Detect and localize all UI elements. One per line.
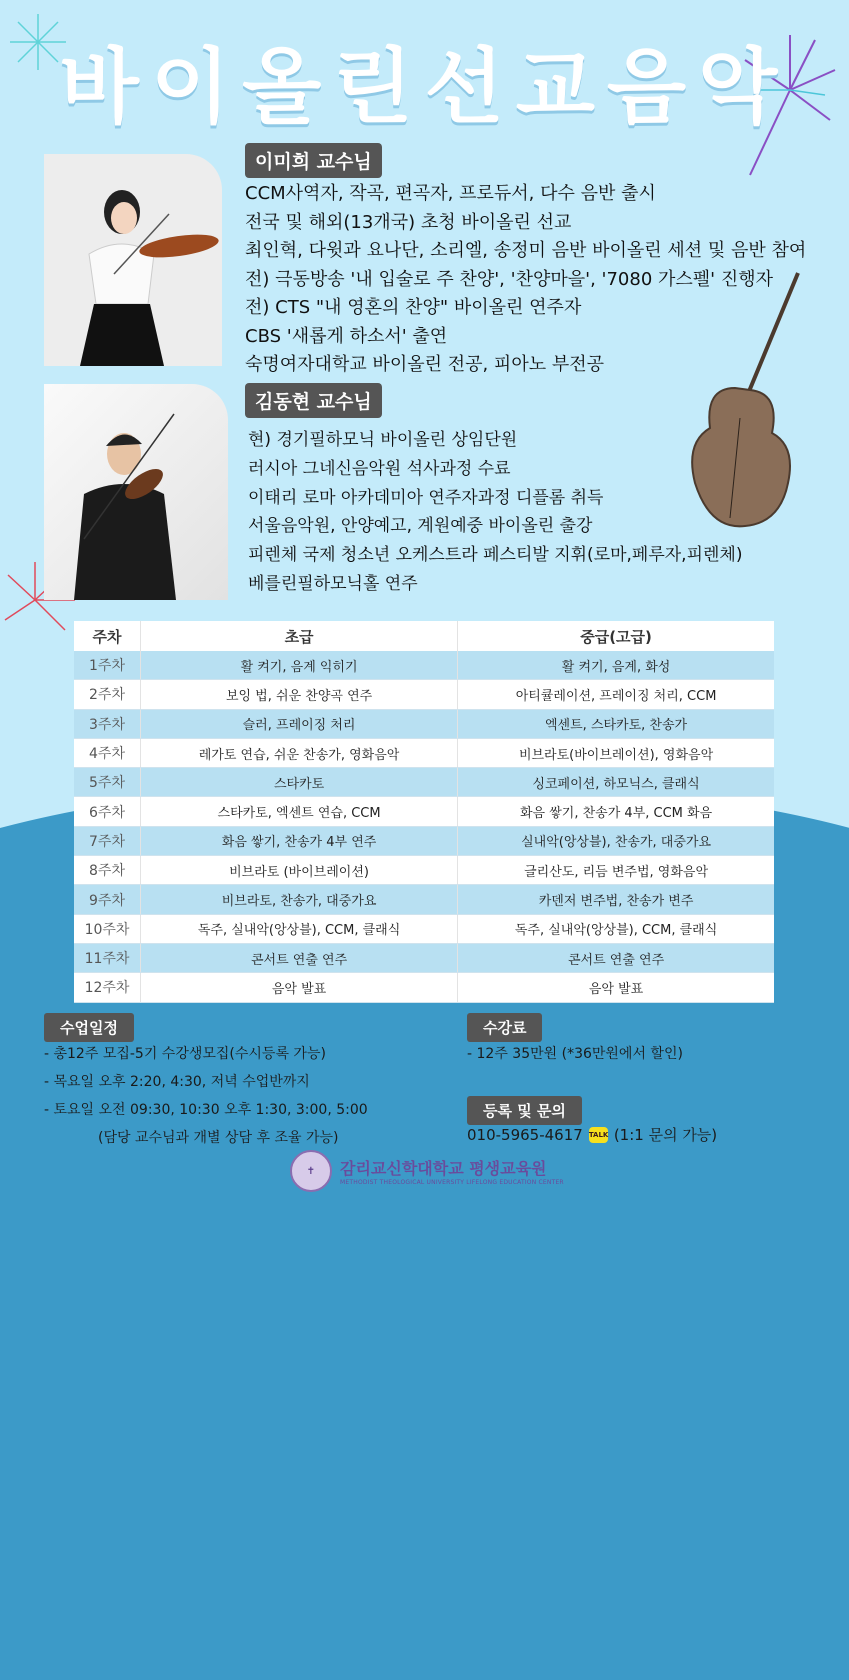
- instructor2-bio: [248, 426, 743, 599]
- cell-week: 12주차: [74, 973, 141, 1002]
- cell-beginner: 비브라토, 찬송가, 대중가요: [141, 885, 458, 914]
- cell-intermediate: 엑센트, 스타카토, 찬송가: [458, 709, 774, 738]
- cell-beginner: 비브라토 (바이브레이션): [141, 856, 458, 885]
- fee-label: 수강료: [467, 1013, 542, 1042]
- cell-intermediate: 콘서트 연출 연주: [458, 943, 774, 972]
- page-title: 바이올린선교음악: [59, 40, 790, 135]
- cell-week: 11주차: [74, 943, 141, 972]
- cell-intermediate: 카덴저 변주법, 찬송가 변주: [458, 885, 774, 914]
- bio-line: 최인혁, 다윗과 요나단, 소리엘, 송정미 음반 바이올린 세션 및 음반 참여: [245, 240, 807, 261]
- table-row: [74, 738, 774, 767]
- header-beginner: 초급: [141, 621, 458, 651]
- table-row: [74, 914, 774, 943]
- cell-beginner: 화음 쌓기, 찬송가 4부 연주: [141, 826, 458, 855]
- cell-intermediate: 실내악(앙상블), 찬송가, 대중가요: [458, 826, 774, 855]
- bio-line: 숙명여자대학교 바이올린 전공, 피아노 부전공: [245, 354, 604, 375]
- cell-beginner: 보잉 법, 쉬운 찬양곡 연주: [141, 680, 458, 709]
- cell-intermediate: 활 켜기, 음계, 화성: [458, 651, 774, 680]
- instructor2-name: 김동현 교수님: [245, 383, 382, 418]
- cell-week: 5주차: [74, 768, 141, 797]
- bio-line: 베를린필하모닉홀 연주: [248, 573, 418, 594]
- cell-intermediate: 독주, 실내악(앙상블), CCM, 클래식: [458, 914, 774, 943]
- table-row: [74, 973, 774, 1002]
- school-name-en: METHODIST THEOLOGICAL UNIVERSITY LIFELONG EDUCATION CENTER: [340, 1179, 564, 1186]
- cell-week: 2주차: [74, 680, 141, 709]
- university-seal-icon: ✝: [290, 1150, 332, 1192]
- schedule-table: [74, 621, 774, 1003]
- cell-intermediate: 화음 쌓기, 찬송가 4부, CCM 화음: [458, 797, 774, 826]
- instructor1-photo: [44, 154, 222, 366]
- schedule-line: - 목요일 오후 2:20, 4:30, 저녁 수업반까지: [44, 1074, 310, 1090]
- cell-week: 7주차: [74, 826, 141, 855]
- bio-line: CCM사역자, 작곡, 편곡자, 프로듀서, 다수 음반 출시: [245, 183, 656, 204]
- table-row: [74, 651, 774, 680]
- table-row: [74, 709, 774, 738]
- table-row: [74, 797, 774, 826]
- phone-number[interactable]: 010-5965-4617: [467, 1125, 583, 1144]
- cell-intermediate: 비브라토(바이브레이션), 영화음악: [458, 738, 774, 767]
- cell-beginner: 독주, 실내악(앙상블), CCM, 클래식: [141, 914, 458, 943]
- contact-note: (1:1 문의 가능): [613, 1126, 718, 1144]
- schedule-line: - 총12주 모집-5기 수강생모집(수시등록 가능): [44, 1046, 326, 1062]
- bio-line: 전국 및 해외(13개국) 초청 바이올린 선교: [245, 211, 572, 233]
- cell-week: 9주차: [74, 885, 141, 914]
- cell-beginner: 슬러, 프레이징 처리: [141, 709, 458, 738]
- class-schedule-list: [44, 1040, 368, 1152]
- bio-line: 현) 경기필하모닉 바이올린 상임단원: [248, 430, 518, 450]
- contact-label: 등록 및 문의: [467, 1096, 582, 1125]
- cell-beginner: 활 켜기, 음계 익히기: [141, 651, 458, 680]
- cell-intermediate: 음악 발표: [458, 973, 774, 1002]
- bio-line: 러시아 그네신음악원 석사과정 수료: [248, 458, 511, 479]
- schedule-line: (담당 교수님과 개별 상담 후 조율 가능): [98, 1130, 339, 1146]
- table-row: [74, 885, 774, 914]
- class-schedule-label: 수업일정: [44, 1013, 134, 1042]
- table-row: [74, 826, 774, 855]
- cello-illustration: [680, 268, 810, 538]
- cell-intermediate: 글리산도, 리듬 변주법, 영화음악: [458, 856, 774, 885]
- cell-beginner: 콘서트 연출 연주: [141, 943, 458, 972]
- cell-week: 1주차: [74, 651, 141, 680]
- table-row: [74, 943, 774, 972]
- schedule-line: - 토요일 오전 09:30, 10:30 오후 1:30, 3:00, 5:00: [44, 1102, 368, 1118]
- cell-beginner: 스타카토, 엑센트 연습, CCM: [141, 797, 458, 826]
- instructor1-name: 이미희 교수님: [245, 143, 382, 178]
- bio-line: CBS '새롭게 하소서' 출연: [245, 325, 448, 347]
- kakaotalk-icon: TALK: [589, 1127, 608, 1143]
- cell-intermediate: 싱코페이션, 하모닉스, 클래식: [458, 768, 774, 797]
- header-intermediate: 중급(고급): [458, 621, 774, 651]
- cell-beginner: 음악 발표: [141, 973, 458, 1002]
- cell-beginner: 레가토 연습, 쉬운 찬송가, 영화음악: [141, 738, 458, 767]
- table-header-row: [74, 621, 774, 651]
- bio-line: 이태리 로마 아카데미아 연주자과정 디플롬 취득: [248, 487, 604, 508]
- cell-intermediate: 아티큘레이션, 프레이징 처리, CCM: [458, 680, 774, 709]
- bio-line: 전) 극동방송 '내 입술로 주 찬양', '찬양마을', '7080 가스펠' 진행자: [245, 268, 773, 290]
- cell-week: 3주차: [74, 709, 141, 738]
- school-name: 감리교신학대학교 평생교육원: [340, 1159, 547, 1178]
- footer: [290, 1150, 564, 1192]
- bio-line: 전) CTS "내 영혼의 찬양" 바이올린 연주자: [245, 297, 582, 318]
- fee-line: - 12주 35만원 (*36만원에서 할인): [467, 1046, 683, 1062]
- bio-line: 피렌체 국제 청소년 오케스트라 페스티발 지휘(로마,페루자,피렌체): [248, 545, 743, 566]
- fee-list: [467, 1040, 683, 1068]
- instructor2-photo: [44, 384, 228, 600]
- cell-week: 8주차: [74, 856, 141, 885]
- cell-week: 4주차: [74, 738, 141, 767]
- table-row: [74, 768, 774, 797]
- header-week: 주차: [74, 621, 141, 651]
- table-row: [74, 856, 774, 885]
- cell-week: 6주차: [74, 797, 141, 826]
- table-row: [74, 680, 774, 709]
- bio-line: 서울음악원, 안양예고, 계원예중 바이올린 출강: [248, 516, 593, 537]
- cell-beginner: 스타카토: [141, 768, 458, 797]
- cell-week: 10주차: [74, 914, 141, 943]
- contact-info: [467, 1124, 717, 1145]
